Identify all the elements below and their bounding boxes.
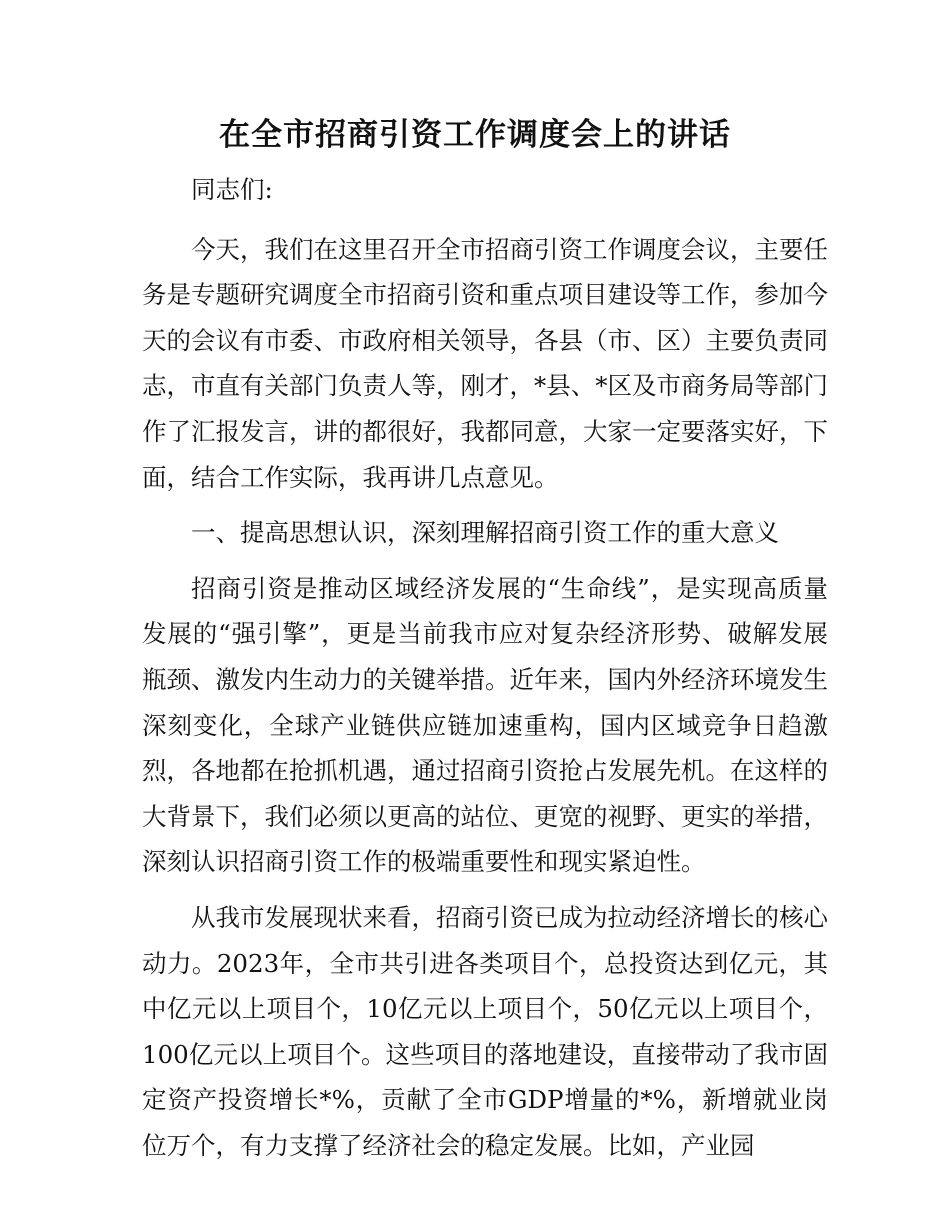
section-heading-1: 一、提高思想认识，深刻理解招商引资工作的重大意义 [191, 518, 779, 548]
greeting: 同志们: [191, 175, 273, 204]
document-body [142, 167, 828, 1178]
paragraph-significance: 招商引资是推动区域经济发展的“生命线”，是实现高质量发展的“强引擎”，更是当前我市应对复杂经济形势、破解发展瓶颈、激发内生动力的关键举措。近年来，国内外经济环境发生深刻变化，全球产业链供应链加速重构，国内区域竞争日趋激烈，各地都在抢抓机遇，通过招商引资抢占发展先机。在这样的大背景下，我们必须以更高的站位、更宽的视野、更实的举措，深刻认识招商引资工作的极端重要性和现实紧迫性。 [142, 573, 828, 877]
paragraph-opening: 今天，我们在这里召开全市招商引资工作调度会议，主要任务是专题研究调度全市招商引资和重点项目建设等工作，参加今天的会议有市委、市政府相关领导，各县（市、区）主要负责同志，市直有关部门负责人等，刚才，*县、*区及市商务局等部门作了汇报发言，讲的都很好，我都同意，大家一定要落实好，下面，结合工作实际，我再讲几点意见。 [142, 234, 828, 492]
document-title: 在全市招商引资工作调度会上的讲话 [219, 117, 731, 153]
paragraph-status: 从我市发展现状来看，招商引资已成为拉动经济增长的核心动力。2023年，全市共引进各类项目个，总投资达到亿元，其中亿元以上项目个，10亿元以上项目个，50亿元以上项目个，100亿元以上项目个。这些项目的落地建设，直接带动了我市固定资产投资增长*%，贡献了全市GDP增量的*%，新增就业岗位万个，有力支撑了经济社会的稳定发展。比如，产业园 [142, 902, 828, 1160]
